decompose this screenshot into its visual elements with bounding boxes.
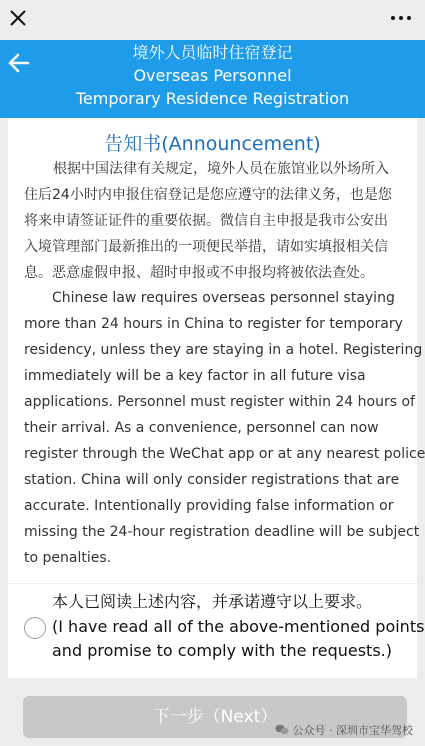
announcement-en-line: to penalties. (24, 550, 112, 566)
announcement-en-line: immediately will be a key factor in all future visa (24, 368, 366, 384)
announcement-cn-line: 将来申请签证证件的重要依据。微信自主申报是我市公安出 (24, 213, 388, 229)
watermark (275, 722, 413, 738)
watermark-text: 公众号 · 深圳市宝华驾校 (292, 724, 413, 737)
arrow-left-icon[interactable] (6, 50, 32, 76)
announcement-cn-line: 息。恶意虚假申报、超时申报或不申报均将被依法查处。 (24, 265, 374, 281)
announcement-en-line: station. China will only consider registrations that are (24, 472, 400, 488)
acknowledge-row[interactable] (8, 584, 425, 678)
announcement-en-line: Chinese law requires overseas personnel staying (52, 290, 395, 306)
more-dots-icon[interactable] (389, 8, 413, 28)
announcement-cn-line: 住后24小时内申报住宿登记是您应遵守的法律义务，也是您 (24, 187, 392, 203)
announcement-en-line: residency, unless they are staying in a hotel. Registering (24, 342, 423, 358)
acknowledge-text-cn: 本人已阅读上述内容，并承诺遵守以上要求。 (52, 592, 373, 611)
announcement-en-line: more than 24 hours in China to register for temporary (24, 316, 403, 332)
announcement-en-line: their arrival. As a convenience, personnel can now (24, 420, 379, 436)
acknowledge-text-en-1: (I have read all of the above-mentioned points (52, 617, 425, 636)
announcement-en-line: register through the WeChat app or at any nearest police (24, 446, 425, 462)
close-icon[interactable] (6, 6, 30, 30)
page-header (0, 40, 425, 118)
top-bar (0, 0, 425, 40)
announcement-cn-line: 入境管理部门最新推出的一项便民举措，请如实填报相关信 (24, 239, 388, 255)
wechat-icon (275, 724, 289, 735)
announcement-title: 告知书(Announcement) (104, 133, 321, 155)
announcement-card (8, 118, 425, 583)
acknowledge-radio[interactable] (24, 617, 46, 639)
header-title-en-1: Overseas Personnel (133, 66, 292, 85)
acknowledge-text-en-2: and promise to comply with the requests.) (52, 641, 392, 660)
announcement-en-line: accurate. Intentionally providing false information or (24, 498, 394, 514)
header-title-en-2: Temporary Residence Registration (75, 89, 350, 108)
announcement-cn-line: 根据中国法律有关规定，境外人员在旅馆业以外场所入 (53, 161, 389, 177)
announcement-en-line: applications. Personnel must register within 24 hours of (24, 394, 415, 410)
next-button[interactable]: 下一步（Next） (23, 696, 407, 738)
header-title-cn: 境外人员临时住宿登记 (132, 43, 293, 62)
announcement-en-line: missing the 24-hour registration deadline will be subject (24, 524, 420, 540)
